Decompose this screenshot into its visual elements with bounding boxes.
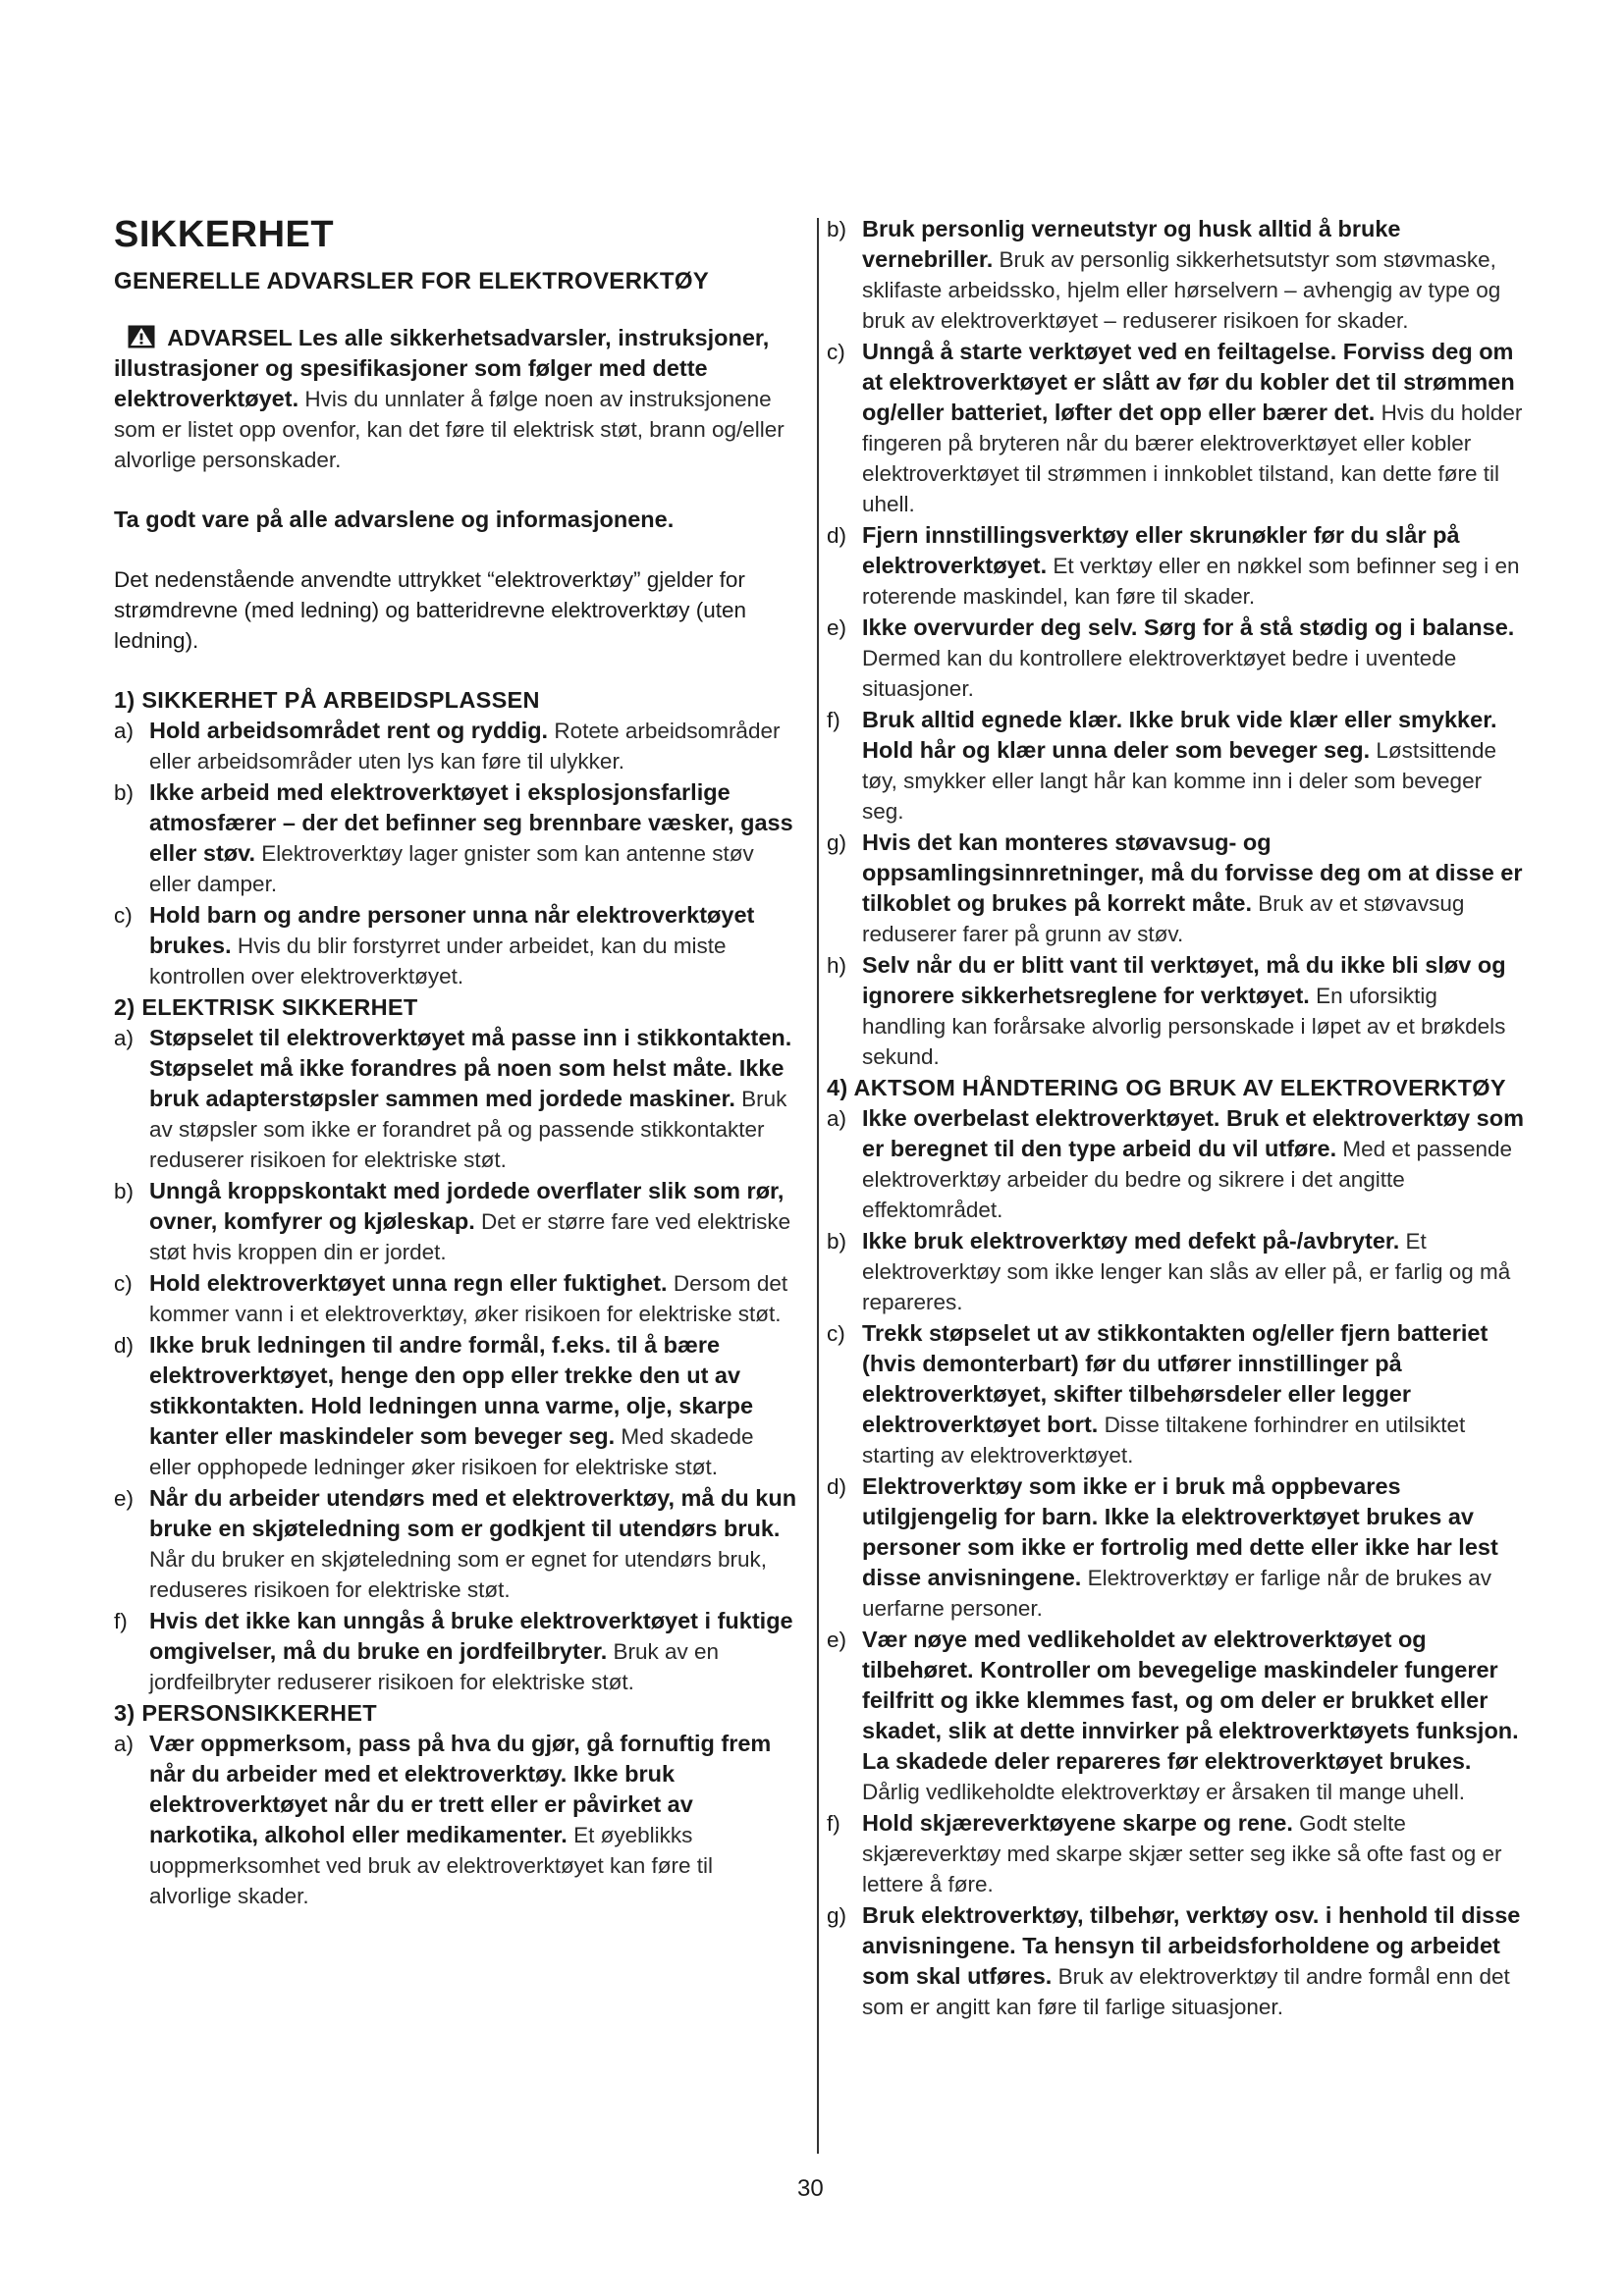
item-bold-text: Når du arbeider utendørs med et elektroverktøy, må du kun bruke en skjøteledning som er godkjent til utendørs bruk.: [149, 1485, 797, 1541]
section-heading: 4) AKTSOM HÅNDTERING OG BRUK AV ELEKTROVERKTØY: [827, 1075, 1506, 1100]
item-label: c): [827, 1321, 845, 1346]
item-bold-text: Hvis det ikke kan unngås å bruke elektroverktøyet i fuktige omgivelser, må du bruke en jordfeilbryter.: [149, 1608, 793, 1664]
list-item: [827, 520, 1526, 612]
section-s2: [114, 992, 801, 1697]
item-normal-text: Bruk av elektroverktøy til andre formål enn det som er angitt kan føre til farlige situasjoner.: [862, 1964, 1510, 2019]
item-normal-text: Elektroverktøy lager gnister som kan antenne støv eller damper.: [149, 841, 754, 896]
page-number: 30: [797, 2175, 824, 2202]
item-bold-text: Vær nøye med vedlikeholdet av elektroverktøyet og tilbehøret. Kontroller om bevegelige maskindeler fungerer feilfritt og ikke klemmes fast, og om deler er brukket eller skadet, slik at dette innvirker på elektroverktøyets funksjon. La skadede deler repareres før elektroverktøyet brukes.: [862, 1627, 1519, 1774]
item-bold-text: Hold skjæreverktøyene skarpe og rene.: [862, 1810, 1293, 1836]
list-item: [114, 777, 801, 899]
item-bold-text: Ikke overvurder deg selv. Sørg for å stå stødig og i balanse.: [862, 614, 1515, 640]
item-bold-text: Unngå kroppskontakt med jordede overflater slik som rør, ovner, komfyrer og kjøleskap.: [149, 1178, 785, 1234]
list-item: [827, 1318, 1526, 1470]
list-item: [827, 1625, 1526, 1807]
section-s1: [114, 685, 801, 991]
section-heading: 1) SIKKERHET PÅ ARBEIDSPLASSEN: [114, 687, 540, 713]
item-normal-text: Dårlig vedlikeholdte elektroverktøy er årsaken til mange uhell.: [862, 1780, 1466, 1804]
item-label: a): [827, 1106, 847, 1131]
item-bold-text: Hold elektroverktøyet unna regn eller fuktighet.: [149, 1270, 668, 1296]
page-title: SIKKERHET: [114, 214, 335, 255]
item-bold-text: Bruk personlig verneutstyr og husk alltid å bruke vernebriller.: [862, 216, 1401, 272]
item-normal-text: Rotete arbeidsområder eller arbeidsområder uten lys kan føre til ulykker.: [149, 719, 781, 774]
keep-notice: Ta godt vare på alle advarslene og informasjonene.: [114, 507, 675, 532]
item-normal-text: Godt stelte skjæreverktøy med skarpe skjær setter seg ikke så ofte fast og er lettere å føre.: [862, 1811, 1502, 1896]
item-normal-text: Hvis du blir forstyrret under arbeidet, kan du miste kontrollen over elektroverktøyet.: [149, 934, 727, 988]
item-normal-text: Bruk av et støvavsug reduserer farer på grunn av støv.: [862, 891, 1465, 946]
definition-note: Det nedenstående anvendte uttrykket “elektroverktøy” gjelder for strømdrevne (med ledning) og batteridrevne elektroverktøy (uten ledning).: [114, 567, 747, 653]
column-divider: [817, 218, 819, 2154]
item-label: e): [827, 1628, 847, 1652]
item-bold-text: Ikke overbelast elektroverktøyet. Bruk et elektroverktøy som er beregnet til den type arbeid du vil utføre.: [862, 1105, 1524, 1161]
item-label: e): [114, 1486, 135, 1511]
list-item: [827, 1226, 1526, 1317]
item-bold-text: Hold arbeidsområdet rent og ryddig.: [149, 718, 549, 743]
item-normal-text: Dersom det kommer vann i et elektroverktøy, øker risikoen for elektriske støt.: [149, 1271, 788, 1326]
item-normal-text: Et verktøy eller en nøkkel som befinner seg i en roterende maskindel, kan føre til skader.: [862, 554, 1520, 609]
item-label: a): [114, 1732, 135, 1756]
item-bold-text: Trekk støpselet ut av stikkontakten og/eller fjern batteriet (hvis demonterbart) før du utfører innstillinger på elektroverktøyet, skifter tilbehørsdeler eller legger elektroverktøyet bort.: [862, 1320, 1489, 1437]
section-heading: 3) PERSONSIKKERHET: [114, 1700, 377, 1726]
item-label: c): [827, 340, 845, 364]
list-item: [114, 1176, 801, 1267]
section-heading: 2) ELEKTRISK SIKKERHET: [114, 994, 418, 1020]
item-label: b): [827, 217, 847, 241]
item-bold-text: Vær oppmerksom, pass på hva du gjør, gå fornuftig frem når du arbeider med et elektroverktøy. Ikke bruk elektroverktøyet når du er trett eller er påvirket av narkotika, alkohol eller medikamenter.: [149, 1731, 772, 1847]
item-bold-text: Elektroverktøy som ikke er i bruk må oppbevares utilgjengelig for barn. Ikke la elektroverktøyet brukes av personer som ikke er fortrolig med dette eller ikke har lest disse anvisningene.: [862, 1473, 1498, 1590]
item-label: d): [114, 1333, 135, 1358]
item-normal-text: Løstsittende tøy, smykker eller langt hår kan komme inn i deler som beveger seg.: [862, 738, 1496, 824]
list-item: [114, 1330, 801, 1482]
item-label: b): [114, 780, 135, 805]
section-s4: [827, 1073, 1526, 2022]
list-item: [114, 1606, 801, 1697]
item-bold-text: Bruk elektroverktøy, tilbehør, verktøy osv. i henhold til disse anvisningene. Ta hensyn til arbeidsforholdene og arbeidet som skal utføres.: [862, 1902, 1521, 1989]
item-label: d): [827, 523, 847, 548]
list-item: [827, 828, 1526, 949]
item-label: h): [827, 953, 847, 978]
list-item: [827, 1471, 1526, 1624]
list-item: [827, 950, 1526, 1072]
list-item: [827, 1808, 1526, 1899]
list-item: [827, 1103, 1526, 1225]
item-label: g): [827, 830, 847, 855]
item-normal-text: Disse tiltakene forhindrer en utilsiktet starting av elektroverktøyet.: [862, 1413, 1466, 1468]
item-normal-text: Hvis du holder fingeren på bryteren når du bærer elektroverktøyet eller kobler elektroverktøyet til strømmen i innkoblet tilstand, kan dette føre til uhell.: [862, 400, 1523, 516]
right-column: [827, 214, 1526, 2023]
item-label: d): [827, 1474, 847, 1499]
item-normal-text: Elektroverktøy er farlige når de brukes av uerfarne personer.: [862, 1566, 1492, 1621]
list-item: [114, 1729, 801, 1911]
item-label: g): [827, 1903, 847, 1928]
list-item: [114, 1268, 801, 1329]
list-item: [827, 705, 1526, 827]
subtitle: GENERELLE ADVARSLER FOR ELEKTROVERKTØY: [114, 268, 710, 294]
item-label: f): [827, 708, 840, 732]
item-label: a): [114, 719, 135, 743]
item-normal-text: Med skadede eller opphopede ledninger øker risikoen for elektriske støt.: [149, 1424, 754, 1479]
item-bold-text: Unngå å starte verktøyet ved en feiltagelse. Forviss deg om at elektroverktøyet er slått av før du kobler det til strømmen og/eller batteriet, løfter det opp eller bærer det.: [862, 339, 1515, 425]
item-label: b): [827, 1229, 847, 1254]
item-normal-text: Når du bruker en skjøteledning som er egnet for utendørs bruk, reduseres risikoen for elektriske støt.: [149, 1547, 768, 1602]
warning-bold-text: ADVARSEL Les alle sikkerhetsadvarsler, instruksjoner, illustrasjoner og spesifikasjoner som følger med dette elektroverktøyet.: [114, 325, 770, 411]
item-label: f): [827, 1811, 840, 1836]
general-warning: [114, 323, 801, 475]
item-normal-text: Bruk av personlig sikkerhetsutstyr som støvmaske, sklifaste arbeidssko, hjelm eller hørselvern – avhengig av type og bruk av elektroverktøyet – reduserer risikoen for skader.: [862, 247, 1501, 333]
item-normal-text: Et elektroverktøy som ikke lenger kan slås av eller på, er farlig og må repareres.: [862, 1229, 1511, 1314]
list-item: [114, 900, 801, 991]
list-item: [827, 337, 1526, 519]
item-label: c): [114, 903, 133, 928]
item-label: f): [114, 1609, 128, 1633]
item-normal-text: Bruk av støpsler som ikke er forandret på og passende stikkontakter reduserer risikoen for elektriske støt.: [149, 1087, 787, 1172]
warning-normal-text: Hvis du unnlater å følge noen av instruksjonene som er listet opp ovenfor, kan det føre til elektrisk støt, brann og/eller alvorlige personskader.: [114, 387, 785, 472]
section-s3: [827, 214, 1526, 1072]
item-normal-text: Dermed kan du kontrollere elektroverktøyet bedre i uventede situasjoner.: [862, 646, 1457, 701]
item-normal-text: En uforsiktig handling kan forårsake alvorlig personskade i løpet av et brøkdels sekund.: [862, 984, 1506, 1069]
item-bold-text: Selv når du er blitt vant til verktøyet, må du ikke bli sløv og ignorere sikkerhetsreglene for verktøyet.: [862, 952, 1506, 1008]
item-label: a): [114, 1026, 135, 1050]
item-bold-text: Ikke bruk elektroverktøy med defekt på-/avbryter.: [862, 1228, 1400, 1254]
item-bold-text: Fjern innstillingsverktøy eller skrunøkler før du slår på elektroverktøyet.: [862, 522, 1460, 578]
item-bold-text: Ikke bruk ledningen til andre formål, f.eks. til å bære elektroverktøyet, henge den opp eller trekke den ut av stikkontakten. Hold ledningen unna varme, olje, skarpe kanter eller maskindeler som beveger seg.: [149, 1332, 754, 1449]
left-column: [114, 214, 801, 1912]
item-label: b): [114, 1179, 135, 1203]
item-normal-text: Det er større fare ved elektriske støt hvis kroppen din er jordet.: [149, 1209, 791, 1264]
item-label: e): [827, 615, 847, 640]
item-normal-text: Et øyeblikks uoppmerksomhet ved bruk av elektroverktøyet kan føre til alvorlige skader.: [149, 1823, 713, 1908]
item-bold-text: Hvis det kan monteres støvavsug- og oppsamlingsinnretninger, må du forvisse deg om at disse er tilkoblet og brukes på korrekt måte.: [862, 829, 1523, 916]
list-item: [114, 1023, 801, 1175]
warning-triangle-icon: [128, 325, 155, 348]
item-normal-text: Med et passende elektroverktøy arbeider du bedre og sikrere i det angitte effektområdet.: [862, 1137, 1513, 1222]
list-item: [827, 613, 1526, 704]
list-item: [114, 716, 801, 776]
section-s3: [114, 1698, 801, 1911]
item-bold-text: Bruk alltid egnede klær. Ikke bruk vide klær eller smykker. Hold hår og klær unna deler som beveger seg.: [862, 707, 1497, 763]
item-bold-text: Hold barn og andre personer unna når elektroverktøyet brukes.: [149, 902, 755, 958]
item-bold-text: Støpselet til elektroverktøyet må passe inn i stikkontakten. Støpselet må ikke forandres på noen som helst måte. Ikke bruk adapterstøpsler sammen med jordede maskiner.: [149, 1025, 792, 1111]
item-label: c): [114, 1271, 133, 1296]
list-item: [114, 1483, 801, 1605]
list-item: [827, 1900, 1526, 2022]
item-bold-text: Ikke arbeid med elektroverktøyet i eksplosjonsfarlige atmosfærer – der det befinner seg brennbare væsker, gass eller støv.: [149, 779, 793, 866]
item-normal-text: Bruk av en jordfeilbryter reduserer risikoen for elektriske støt.: [149, 1639, 720, 1694]
list-item: [827, 214, 1526, 336]
